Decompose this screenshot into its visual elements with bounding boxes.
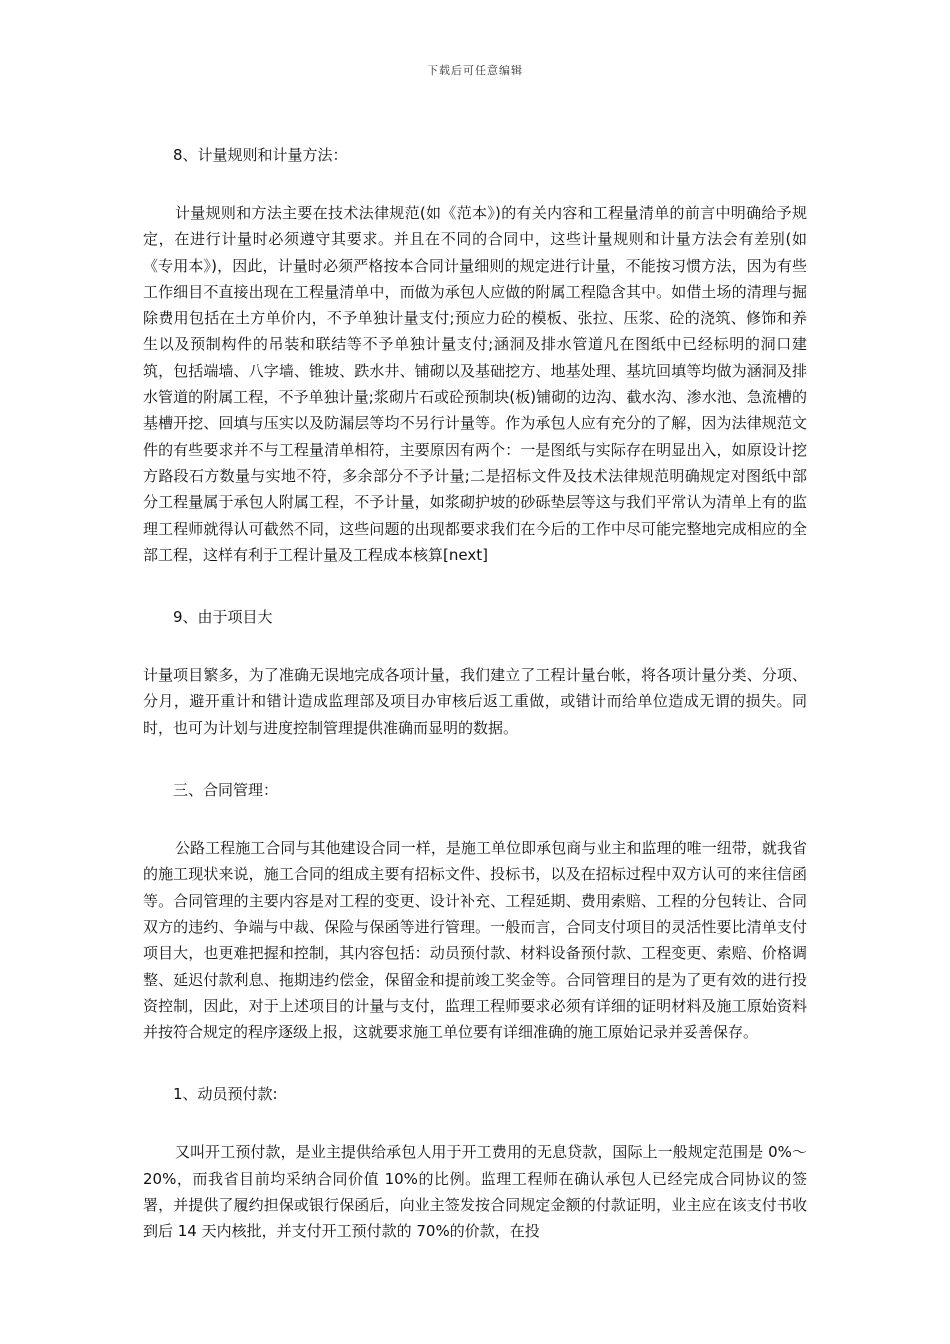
section-3-paragraph: 公路工程施工合同与其他建设合同一样，是施工单位即承包商与业主和监理的唯一纽带，就我省的施工现状来说，施工合同的组成主要有招标文件、投标书，以及在招标过程中双方认可的来往信函等。合同管理的主要内容是对工程的变更、设计补充、工程延期、费用索赔、工程的分包转让、合同双方的违约、争端与中裁、保险与保函等进行管理。一般而言，合同支付项目的灵活性要比清单支付项目大，也更难把握和控制，其内容包括：动员预付款、材料设备预付款、工程变更、索赔、价格调整、延迟付款利息、拖期违约偿金，保留金和提前竣工奖金等。合同管理目的是为了更有效的进行投资控制，因此，对于上述项目的计量与支付，监理工程师要求必须有详细的证明材料及施工原始资料并按符合规定的程序逐级上报，这就要求施工单位要有详细准确的施工原始记录并妥善保存。 (143, 839, 807, 1042)
section-3-heading: 三、合同管理： (173, 781, 279, 800)
section-1-heading: 1、动员预付款: (173, 1085, 278, 1104)
section-8-paragraph: 计量规则和方法主要在技术法律规范(如《范本》)的有关内容和工程量清单的前言中明确给予规定，在进行计量时必须遵守其要求。并且在不同的合同中，这些计量规则和计量方法会有差别(如《专用本》)，因此，计量时必须严格按本合同计量细则的规定进行计量，不能按习惯方法，因为有些工作细目不直接出现在工程量清单中，而做为承包人应做的附属工程隐含其中。如借土场的清理与掘除费用包括在土方单价内，不予单独计量支付;预应力砼的模板、张拉、压浆、砼的浇筑、修饰和养生以及预制构件的吊装和联结等不予单独计量支付;涵洞及排水管道凡在图纸中已经标明的洞口建筑，包括端墙、八字墙、锥坡、跌水井、铺砌以及基础挖方、地基处理、基坑回填等均做为涵洞及排水管道的附属工程，不予单独计量;浆砌片石或砼预制块(板)铺砌的边沟、截水沟、渗水池、急流槽的基槽开挖、回填与压实以及防漏层等均不另行计量等。作为承包人应有充分的了解，因为法律规范文件的有些要求并不与工程量清单相符，主要原因有两个：一是图纸与实际存在明显出入，如原设计挖方路段石方数量与实地不符，多余部分不予计量;二是招标文件及技术法律规范明确规定对图纸中部分工程量属于承包人附属工程，不予计量，如浆砌护坡的砂砾垫层等这与我们平常认为清单上有的监理工程师就得认可截然不同，这些问题的出现都要求我们在今后的工作中尽可能完整地完成相应的全部工程，这样有利于工程计量及工程成本核算[next] (143, 204, 807, 564)
section-9-heading: 9、由于项目大 (173, 608, 273, 627)
document-body (143, 142, 807, 1245)
section-8-heading: 8、计量规则和计量方法： (173, 146, 348, 164)
header-note: 下载后可任意编辑 (427, 64, 523, 77)
section-9-paragraph: 计量项目繁多，为了准确无误地完成各项计量，我们建立了工程计量台帐，将各项计量分类、分项、分月，避开重计和错计造成监理部及项目办审核后返工重做，或错计而给单位造成无谓的损失。同时，也可为计划与进度控制管理提供准确而显明的数据。 (143, 666, 807, 737)
section-1-paragraph: 又叫开工预付款，是业主提供给承包人用于开工费用的无息贷款，国际上一般规定范围是 0%～20%，而我省目前均采纳合同价值 10%的比例。监理工程师在确认承包人已经完成合同协议的签署，并提供了履约担保或银行保函后，向业主签发按合同规定金额的付款证明，业主应在该支付书收到后 14 天内核批，并支付开工预付款的 70%的价款，在投 (143, 1143, 807, 1241)
